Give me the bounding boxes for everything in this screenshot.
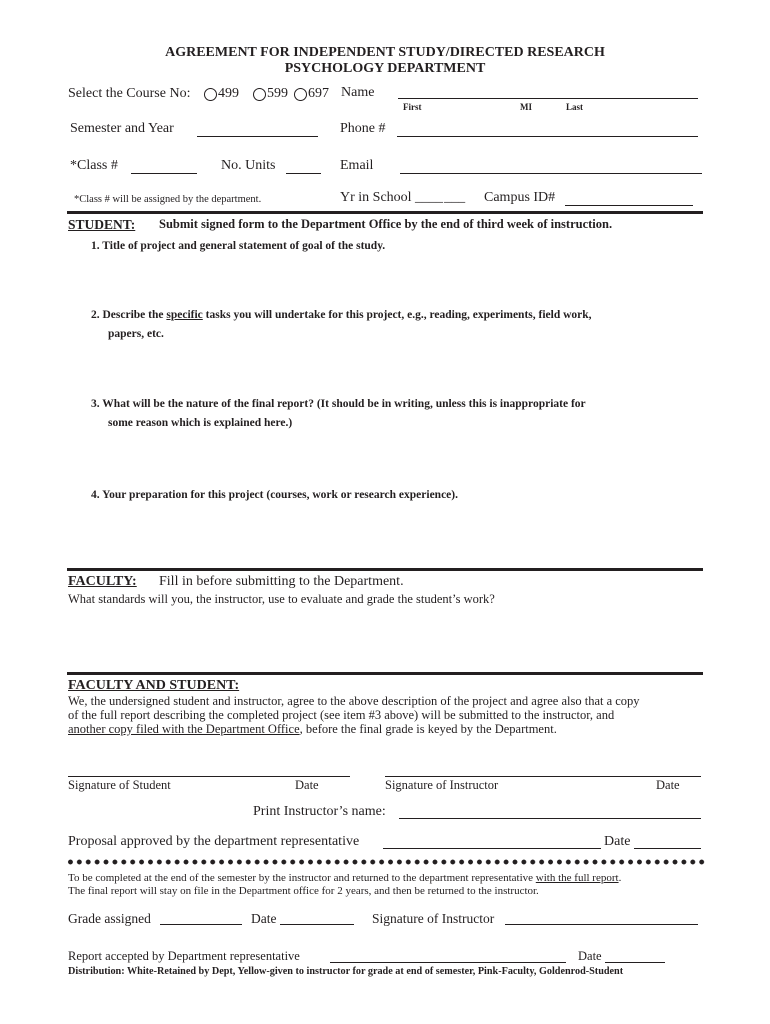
year-in-school-text: Yr in School ____ xyxy=(340,190,444,205)
student-date-label: Date xyxy=(295,778,319,792)
proposal-label: Proposal approved by the department representative xyxy=(68,834,360,849)
agreement-line3-rest: , before the final grade is keyed by the Department. xyxy=(299,722,557,736)
section-divider-student xyxy=(67,211,703,214)
instructor-signature-field[interactable] xyxy=(385,776,701,777)
phone-field[interactable] xyxy=(397,136,698,137)
question-4-answer-area[interactable] xyxy=(91,508,701,563)
name-last-label: Last xyxy=(566,102,584,112)
course-697-label: 697 xyxy=(308,86,329,101)
distribution-note: Distribution: White-Retained by Dept, Yellow-given to instructor for grade at end of semester, Pink-Faculty, Goldenrod-Student xyxy=(68,966,624,977)
course-499-radio[interactable] xyxy=(204,88,217,101)
agreement-line3 xyxy=(68,722,557,737)
completion-line1-pre: To be completed at the end of the semester by the instructor and returned to the department representative xyxy=(68,872,536,884)
faculty-question: What standards will you, the instructor, use to evaluate and grade the student’s work? xyxy=(68,592,495,606)
agreement-line3-underlined: another copy filed with the Department Office xyxy=(68,722,300,736)
agreement-line2: of the full report describing the completed project (see item #3 above) will be submitted to the instructor, and xyxy=(68,708,615,722)
question-4: 4. Your preparation for this project (courses, work or research experience). xyxy=(91,489,458,501)
class-note: *Class # will be assigned by the department. xyxy=(74,194,262,205)
course-499-label: 499 xyxy=(218,86,239,101)
completion-line1-post: . xyxy=(618,872,622,884)
grade-label: Grade assigned xyxy=(68,911,151,926)
proposal-date-label: Date xyxy=(604,834,631,849)
instructor-date-label: Date xyxy=(656,778,680,792)
section-divider-faculty xyxy=(67,568,703,571)
course-label: Select the Course No: xyxy=(68,86,191,101)
grade-date-field[interactable] xyxy=(280,924,354,925)
form-title: AGREEMENT FOR INDEPENDENT STUDY/DIRECTED RESEARCH xyxy=(165,45,605,60)
department-title: PSYCHOLOGY DEPARTMENT xyxy=(284,61,486,76)
faculty-answer-area[interactable] xyxy=(68,610,702,666)
faculty-instruction: Fill in before submitting to the Department. xyxy=(159,574,404,589)
question-3-line2: some reason which is explained here.) xyxy=(108,417,293,429)
grade-date-label: Date xyxy=(251,911,277,926)
question-1: 1. Title of project and general statement of goal of the study. xyxy=(91,240,386,252)
year-in-school-label xyxy=(340,190,465,206)
proposal-date-field[interactable] xyxy=(634,848,701,849)
phone-label: Phone # xyxy=(340,121,386,136)
semester-label: Semester and Year xyxy=(70,121,174,136)
campus-id-label: Campus ID# xyxy=(484,190,556,205)
question-2-underlined: specific xyxy=(166,309,203,321)
name-label: Name xyxy=(341,85,375,100)
question-2-pre: 2. Describe the xyxy=(91,309,167,321)
class-label: *Class # xyxy=(70,158,118,173)
name-first-label: First xyxy=(403,102,422,112)
section-divider-agreement xyxy=(67,672,703,675)
question-3: 3. What will be the nature of the final report? (It should be in writing, unless this is inappropriate for xyxy=(91,398,586,410)
report-date-label: Date xyxy=(578,949,602,963)
year-in-school-trailing-line: _ xyxy=(458,190,466,205)
class-field[interactable] xyxy=(131,173,197,174)
grade-field[interactable] xyxy=(160,924,242,925)
final-signature-field[interactable] xyxy=(505,924,698,925)
name-field[interactable] xyxy=(398,98,698,99)
course-599-label: 599 xyxy=(267,86,288,101)
question-2-post: tasks you will undertake for this project, e.g., reading, experiments, field work, xyxy=(202,309,592,321)
student-heading: STUDENT: xyxy=(68,217,136,232)
dotted-divider xyxy=(66,859,706,865)
faculty-heading: FACULTY: xyxy=(68,574,137,589)
instructor-signature-label: Signature of Instructor xyxy=(385,778,499,792)
completion-line2: The final report will stay on file in the Department office for 2 years, and then be returned to the instructor. xyxy=(68,885,539,897)
name-mi-label: MI xyxy=(520,102,532,112)
semester-field[interactable] xyxy=(197,136,318,137)
final-signature-label: Signature of Instructor xyxy=(372,911,495,926)
course-599-radio[interactable] xyxy=(253,88,266,101)
year-in-school-text-rest: __ xyxy=(444,190,459,205)
units-label: No. Units xyxy=(221,158,276,173)
campus-id-field[interactable] xyxy=(565,205,693,206)
agreement-heading: FACULTY AND STUDENT: xyxy=(68,678,240,693)
agreement-line1: We, the undersigned student and instructor, agree to the above description of the project and agree also that a copy xyxy=(68,694,640,708)
print-instructor-field[interactable] xyxy=(399,818,701,819)
units-field[interactable] xyxy=(286,173,321,174)
print-instructor-label: Print Instructor’s name: xyxy=(253,804,386,819)
course-697-radio[interactable] xyxy=(294,88,307,101)
completion-line1 xyxy=(68,872,621,884)
report-accepted-label: Report accepted by Department representative xyxy=(68,949,300,963)
email-field[interactable] xyxy=(400,173,702,174)
proposal-field[interactable] xyxy=(383,848,601,849)
student-instruction: Submit signed form to the Department Office by the end of third week of instruction. xyxy=(159,217,613,231)
question-2-line2: papers, etc. xyxy=(108,328,164,340)
report-accepted-field[interactable] xyxy=(330,962,566,963)
question-1-answer-area[interactable] xyxy=(91,260,701,300)
question-2-answer-area[interactable] xyxy=(91,348,701,388)
question-2 xyxy=(91,309,592,321)
report-date-field[interactable] xyxy=(605,962,665,963)
question-3-answer-area[interactable] xyxy=(91,437,701,477)
completion-line1-underlined: with the full report xyxy=(535,872,619,884)
email-label: Email xyxy=(340,158,374,173)
student-signature-label: Signature of Student xyxy=(68,778,171,792)
student-signature-field[interactable] xyxy=(68,776,350,777)
